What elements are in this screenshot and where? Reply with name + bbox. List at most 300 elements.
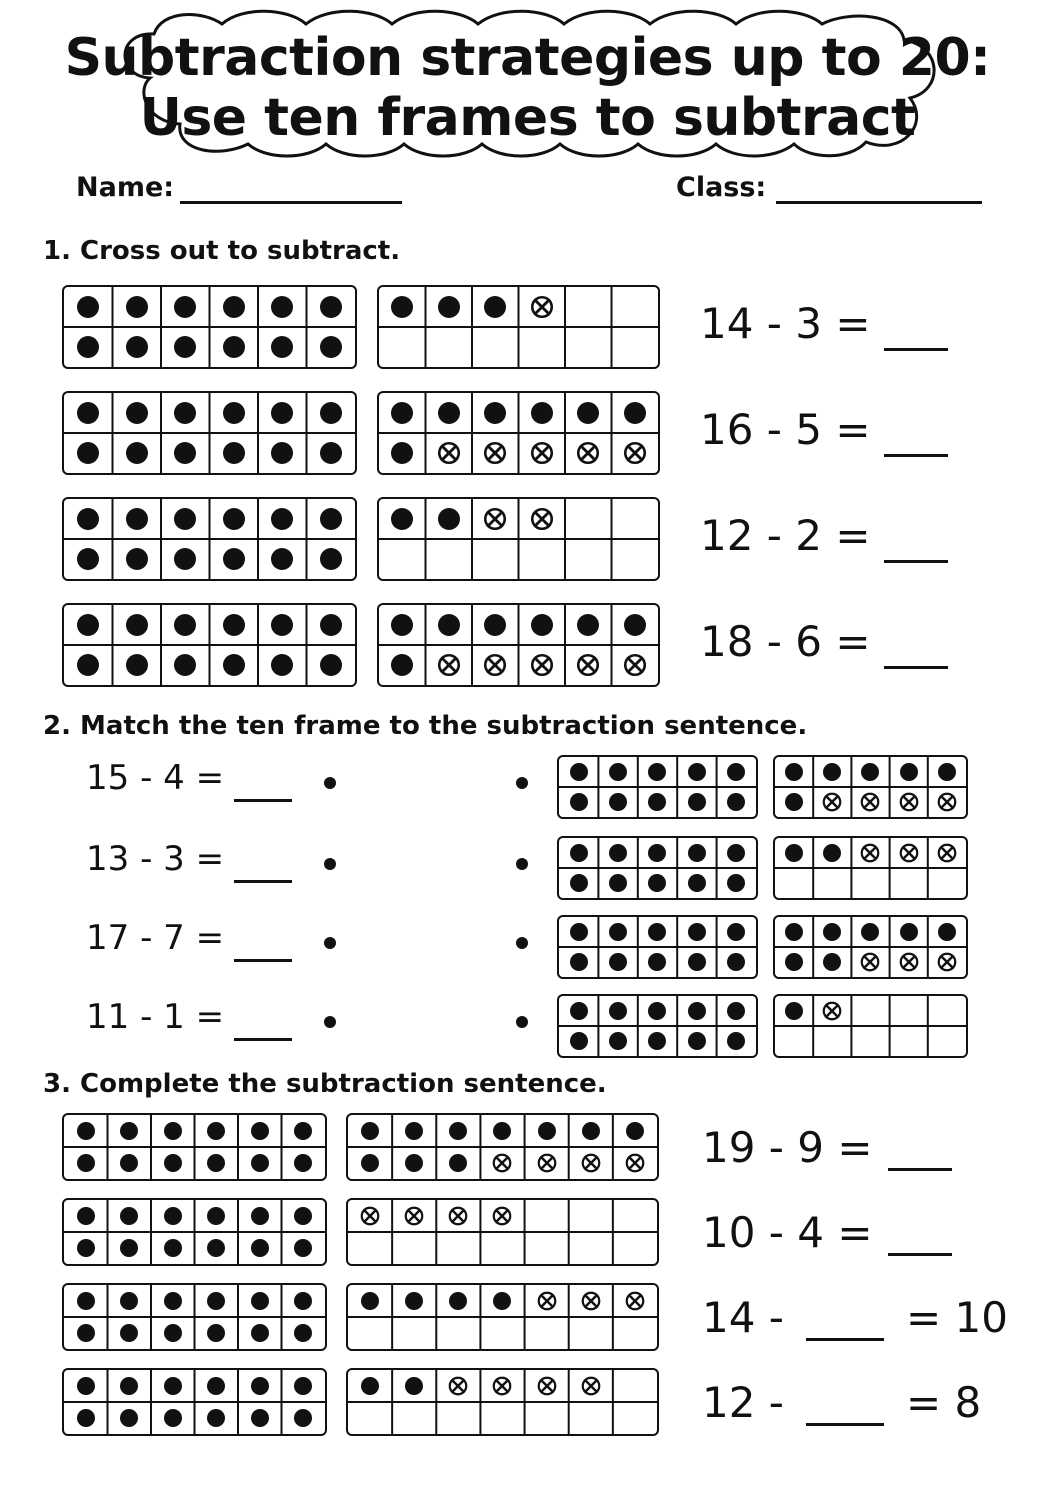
- ten-frame-full[interactable]: [62, 285, 357, 369]
- frame-cell[interactable]: [612, 327, 659, 367]
- frame-cell[interactable]: [565, 393, 612, 433]
- frame-cell[interactable]: [195, 1317, 239, 1349]
- frame-cell[interactable]: [928, 838, 966, 868]
- frame-cell[interactable]: [282, 1115, 326, 1147]
- frame-cell[interactable]: [426, 393, 473, 433]
- frame-cell[interactable]: [392, 1402, 436, 1434]
- frame-cell[interactable]: [195, 1402, 239, 1434]
- frame-cell[interactable]: [569, 1285, 613, 1317]
- frame-cell[interactable]: [598, 838, 637, 868]
- frame-cell[interactable]: [113, 499, 162, 539]
- answer-blank[interactable]: [884, 560, 948, 563]
- frame-cell[interactable]: [851, 996, 889, 1026]
- frame-cell[interactable]: [426, 433, 473, 473]
- frame-cell[interactable]: [426, 645, 473, 685]
- frame-cell[interactable]: [348, 1232, 392, 1264]
- answer-blank[interactable]: [806, 1423, 884, 1426]
- frame-cell[interactable]: [472, 393, 519, 433]
- frame-cell[interactable]: [282, 1370, 326, 1402]
- frame-cell[interactable]: [612, 433, 659, 473]
- ten-frame-full[interactable]: [557, 836, 758, 900]
- frame-cell[interactable]: [64, 1317, 108, 1349]
- frame-cell[interactable]: [151, 1370, 195, 1402]
- frame-cell[interactable]: [195, 1147, 239, 1179]
- ten-frame-partial[interactable]: [773, 836, 968, 900]
- frame-cell[interactable]: [525, 1402, 569, 1434]
- frame-cell[interactable]: [612, 287, 659, 327]
- frame-cell[interactable]: [559, 838, 598, 868]
- frame-cell[interactable]: [210, 393, 259, 433]
- ten-frame-partial[interactable]: [773, 915, 968, 979]
- frame-cell[interactable]: [392, 1317, 436, 1349]
- frame-cell[interactable]: [851, 757, 889, 787]
- match-point-right[interactable]: [516, 777, 528, 789]
- ten-frame-partial[interactable]: [346, 1198, 659, 1266]
- ten-frame-partial[interactable]: [773, 994, 968, 1058]
- frame-cell[interactable]: [108, 1317, 152, 1349]
- frame-cell[interactable]: [480, 1402, 524, 1434]
- frame-cell[interactable]: [717, 787, 756, 817]
- frame-cell[interactable]: [813, 757, 851, 787]
- answer-blank[interactable]: [234, 799, 292, 802]
- frame-cell[interactable]: [64, 605, 113, 645]
- frame-cell[interactable]: [64, 645, 113, 685]
- frame-cell[interactable]: [210, 327, 259, 367]
- frame-cell[interactable]: [813, 917, 851, 947]
- frame-cell[interactable]: [569, 1147, 613, 1179]
- frame-cell[interactable]: [348, 1115, 392, 1147]
- frame-cell[interactable]: [638, 757, 677, 787]
- frame-cell[interactable]: [813, 838, 851, 868]
- frame-cell[interactable]: [348, 1200, 392, 1232]
- match-point-right[interactable]: [516, 858, 528, 870]
- frame-cell[interactable]: [559, 757, 598, 787]
- answer-blank[interactable]: [234, 959, 292, 962]
- frame-cell[interactable]: [525, 1317, 569, 1349]
- frame-cell[interactable]: [307, 287, 356, 327]
- frame-cell[interactable]: [161, 433, 210, 473]
- ten-frame-partial[interactable]: [773, 755, 968, 819]
- frame-cell[interactable]: [638, 868, 677, 898]
- frame-cell[interactable]: [258, 499, 307, 539]
- answer-blank[interactable]: [806, 1338, 884, 1341]
- answer-blank[interactable]: [888, 1168, 952, 1171]
- frame-cell[interactable]: [64, 1115, 108, 1147]
- frame-cell[interactable]: [638, 917, 677, 947]
- frame-cell[interactable]: [161, 393, 210, 433]
- ten-frame-full[interactable]: [557, 994, 758, 1058]
- frame-cell[interactable]: [480, 1370, 524, 1402]
- frame-cell[interactable]: [64, 499, 113, 539]
- frame-cell[interactable]: [519, 287, 566, 327]
- frame-cell[interactable]: [210, 287, 259, 327]
- frame-cell[interactable]: [890, 868, 928, 898]
- frame-cell[interactable]: [108, 1285, 152, 1317]
- frame-cell[interactable]: [519, 605, 566, 645]
- frame-cell[interactable]: [613, 1115, 657, 1147]
- frame-cell[interactable]: [108, 1115, 152, 1147]
- frame-cell[interactable]: [851, 868, 889, 898]
- class-field[interactable]: [776, 201, 982, 204]
- frame-cell[interactable]: [210, 433, 259, 473]
- frame-cell[interactable]: [238, 1370, 282, 1402]
- frame-cell[interactable]: [113, 605, 162, 645]
- frame-cell[interactable]: [113, 645, 162, 685]
- frame-cell[interactable]: [775, 838, 813, 868]
- frame-cell[interactable]: [565, 287, 612, 327]
- frame-cell[interactable]: [775, 1026, 813, 1056]
- frame-cell[interactable]: [775, 787, 813, 817]
- frame-cell[interactable]: [379, 499, 426, 539]
- ten-frame-partial[interactable]: [377, 603, 660, 687]
- match-point-right[interactable]: [516, 937, 528, 949]
- frame-cell[interactable]: [613, 1232, 657, 1264]
- frame-cell[interactable]: [598, 757, 637, 787]
- frame-cell[interactable]: [559, 868, 598, 898]
- frame-cell[interactable]: [677, 757, 716, 787]
- frame-cell[interactable]: [238, 1285, 282, 1317]
- frame-cell[interactable]: [472, 433, 519, 473]
- frame-cell[interactable]: [379, 287, 426, 327]
- frame-cell[interactable]: [928, 996, 966, 1026]
- frame-cell[interactable]: [426, 499, 473, 539]
- answer-blank[interactable]: [884, 666, 948, 669]
- frame-cell[interactable]: [598, 996, 637, 1026]
- frame-cell[interactable]: [307, 499, 356, 539]
- frame-cell[interactable]: [210, 605, 259, 645]
- frame-cell[interactable]: [307, 433, 356, 473]
- ten-frame-partial[interactable]: [346, 1283, 659, 1351]
- frame-cell[interactable]: [569, 1402, 613, 1434]
- frame-cell[interactable]: [195, 1285, 239, 1317]
- frame-cell[interactable]: [598, 868, 637, 898]
- frame-cell[interactable]: [569, 1370, 613, 1402]
- frame-cell[interactable]: [379, 327, 426, 367]
- frame-cell[interactable]: [161, 499, 210, 539]
- frame-cell[interactable]: [519, 645, 566, 685]
- frame-cell[interactable]: [258, 393, 307, 433]
- frame-cell[interactable]: [569, 1232, 613, 1264]
- ten-frame-full[interactable]: [557, 755, 758, 819]
- frame-cell[interactable]: [282, 1285, 326, 1317]
- answer-blank[interactable]: [234, 1038, 292, 1041]
- frame-cell[interactable]: [519, 393, 566, 433]
- frame-cell[interactable]: [525, 1232, 569, 1264]
- frame-cell[interactable]: [565, 605, 612, 645]
- frame-cell[interactable]: [436, 1370, 480, 1402]
- frame-cell[interactable]: [151, 1402, 195, 1434]
- frame-cell[interactable]: [569, 1115, 613, 1147]
- frame-cell[interactable]: [426, 605, 473, 645]
- frame-cell[interactable]: [598, 917, 637, 947]
- frame-cell[interactable]: [195, 1115, 239, 1147]
- frame-cell[interactable]: [113, 393, 162, 433]
- frame-cell[interactable]: [64, 393, 113, 433]
- frame-cell[interactable]: [151, 1115, 195, 1147]
- frame-cell[interactable]: [64, 1370, 108, 1402]
- frame-cell[interactable]: [64, 1232, 108, 1264]
- frame-cell[interactable]: [379, 539, 426, 579]
- frame-cell[interactable]: [677, 1026, 716, 1056]
- frame-cell[interactable]: [258, 327, 307, 367]
- frame-cell[interactable]: [436, 1317, 480, 1349]
- frame-cell[interactable]: [612, 539, 659, 579]
- frame-cell[interactable]: [282, 1402, 326, 1434]
- frame-cell[interactable]: [677, 917, 716, 947]
- frame-cell[interactable]: [638, 996, 677, 1026]
- frame-cell[interactable]: [717, 947, 756, 977]
- frame-cell[interactable]: [108, 1402, 152, 1434]
- frame-cell[interactable]: [151, 1232, 195, 1264]
- frame-cell[interactable]: [108, 1200, 152, 1232]
- ten-frame-full[interactable]: [62, 1283, 327, 1351]
- frame-cell[interactable]: [151, 1285, 195, 1317]
- frame-cell[interactable]: [258, 287, 307, 327]
- frame-cell[interactable]: [598, 947, 637, 977]
- frame-cell[interactable]: [392, 1147, 436, 1179]
- frame-cell[interactable]: [195, 1370, 239, 1402]
- frame-cell[interactable]: [775, 868, 813, 898]
- answer-blank[interactable]: [888, 1253, 952, 1256]
- frame-cell[interactable]: [677, 947, 716, 977]
- frame-cell[interactable]: [238, 1317, 282, 1349]
- frame-cell[interactable]: [525, 1200, 569, 1232]
- frame-cell[interactable]: [565, 539, 612, 579]
- ten-frame-partial[interactable]: [377, 285, 660, 369]
- frame-cell[interactable]: [151, 1147, 195, 1179]
- frame-cell[interactable]: [307, 605, 356, 645]
- ten-frame-full[interactable]: [62, 1113, 327, 1181]
- frame-cell[interactable]: [426, 287, 473, 327]
- match-point-left[interactable]: [324, 858, 336, 870]
- frame-cell[interactable]: [480, 1147, 524, 1179]
- frame-cell[interactable]: [472, 539, 519, 579]
- frame-cell[interactable]: [379, 645, 426, 685]
- frame-cell[interactable]: [519, 327, 566, 367]
- frame-cell[interactable]: [238, 1115, 282, 1147]
- frame-cell[interactable]: [195, 1200, 239, 1232]
- frame-cell[interactable]: [559, 1026, 598, 1056]
- frame-cell[interactable]: [928, 868, 966, 898]
- frame-cell[interactable]: [638, 1026, 677, 1056]
- frame-cell[interactable]: [113, 327, 162, 367]
- match-point-left[interactable]: [324, 937, 336, 949]
- frame-cell[interactable]: [890, 787, 928, 817]
- frame-cell[interactable]: [775, 996, 813, 1026]
- frame-cell[interactable]: [638, 787, 677, 817]
- frame-cell[interactable]: [64, 433, 113, 473]
- frame-cell[interactable]: [775, 917, 813, 947]
- frame-cell[interactable]: [210, 539, 259, 579]
- frame-cell[interactable]: [717, 917, 756, 947]
- frame-cell[interactable]: [108, 1232, 152, 1264]
- frame-cell[interactable]: [717, 757, 756, 787]
- frame-cell[interactable]: [559, 947, 598, 977]
- frame-cell[interactable]: [307, 393, 356, 433]
- frame-cell[interactable]: [717, 838, 756, 868]
- frame-cell[interactable]: [436, 1115, 480, 1147]
- frame-cell[interactable]: [612, 393, 659, 433]
- frame-cell[interactable]: [519, 433, 566, 473]
- frame-cell[interactable]: [890, 996, 928, 1026]
- frame-cell[interactable]: [238, 1147, 282, 1179]
- frame-cell[interactable]: [813, 947, 851, 977]
- frame-cell[interactable]: [813, 1026, 851, 1056]
- frame-cell[interactable]: [559, 917, 598, 947]
- frame-cell[interactable]: [565, 645, 612, 685]
- frame-cell[interactable]: [258, 433, 307, 473]
- frame-cell[interactable]: [64, 539, 113, 579]
- frame-cell[interactable]: [612, 645, 659, 685]
- match-point-right[interactable]: [516, 1016, 528, 1028]
- frame-cell[interactable]: [677, 838, 716, 868]
- frame-cell[interactable]: [851, 947, 889, 977]
- frame-cell[interactable]: [890, 947, 928, 977]
- frame-cell[interactable]: [210, 645, 259, 685]
- frame-cell[interactable]: [472, 645, 519, 685]
- frame-cell[interactable]: [392, 1370, 436, 1402]
- frame-cell[interactable]: [851, 838, 889, 868]
- frame-cell[interactable]: [64, 1200, 108, 1232]
- frame-cell[interactable]: [113, 539, 162, 579]
- frame-cell[interactable]: [64, 1147, 108, 1179]
- frame-cell[interactable]: [392, 1232, 436, 1264]
- frame-cell[interactable]: [638, 947, 677, 977]
- frame-cell[interactable]: [813, 868, 851, 898]
- frame-cell[interactable]: [258, 605, 307, 645]
- frame-cell[interactable]: [64, 1402, 108, 1434]
- frame-cell[interactable]: [238, 1200, 282, 1232]
- frame-cell[interactable]: [717, 1026, 756, 1056]
- ten-frame-full[interactable]: [557, 915, 758, 979]
- frame-cell[interactable]: [890, 917, 928, 947]
- frame-cell[interactable]: [113, 433, 162, 473]
- frame-cell[interactable]: [813, 996, 851, 1026]
- ten-frame-full[interactable]: [62, 391, 357, 475]
- frame-cell[interactable]: [151, 1200, 195, 1232]
- frame-cell[interactable]: [307, 645, 356, 685]
- ten-frame-partial[interactable]: [377, 497, 660, 581]
- frame-cell[interactable]: [392, 1200, 436, 1232]
- frame-cell[interactable]: [677, 996, 716, 1026]
- frame-cell[interactable]: [775, 757, 813, 787]
- frame-cell[interactable]: [108, 1370, 152, 1402]
- frame-cell[interactable]: [161, 287, 210, 327]
- frame-cell[interactable]: [436, 1200, 480, 1232]
- frame-cell[interactable]: [612, 605, 659, 645]
- frame-cell[interactable]: [613, 1200, 657, 1232]
- frame-cell[interactable]: [638, 838, 677, 868]
- ten-frame-full[interactable]: [62, 1368, 327, 1436]
- frame-cell[interactable]: [258, 645, 307, 685]
- frame-cell[interactable]: [565, 499, 612, 539]
- frame-cell[interactable]: [161, 645, 210, 685]
- frame-cell[interactable]: [480, 1200, 524, 1232]
- frame-cell[interactable]: [436, 1402, 480, 1434]
- frame-cell[interactable]: [472, 287, 519, 327]
- frame-cell[interactable]: [379, 393, 426, 433]
- ten-frame-full[interactable]: [62, 1198, 327, 1266]
- frame-cell[interactable]: [64, 287, 113, 327]
- frame-cell[interactable]: [195, 1232, 239, 1264]
- frame-cell[interactable]: [348, 1370, 392, 1402]
- answer-blank[interactable]: [234, 880, 292, 883]
- frame-cell[interactable]: [851, 787, 889, 817]
- frame-cell[interactable]: [565, 433, 612, 473]
- frame-cell[interactable]: [161, 605, 210, 645]
- frame-cell[interactable]: [392, 1115, 436, 1147]
- frame-cell[interactable]: [598, 1026, 637, 1056]
- frame-cell[interactable]: [348, 1285, 392, 1317]
- frame-cell[interactable]: [379, 605, 426, 645]
- frame-cell[interactable]: [717, 868, 756, 898]
- frame-cell[interactable]: [525, 1147, 569, 1179]
- frame-cell[interactable]: [525, 1285, 569, 1317]
- frame-cell[interactable]: [436, 1285, 480, 1317]
- frame-cell[interactable]: [113, 287, 162, 327]
- answer-blank[interactable]: [884, 348, 948, 351]
- frame-cell[interactable]: [565, 327, 612, 367]
- ten-frame-partial[interactable]: [346, 1368, 659, 1436]
- frame-cell[interactable]: [613, 1285, 657, 1317]
- frame-cell[interactable]: [598, 787, 637, 817]
- ten-frame-full[interactable]: [62, 497, 357, 581]
- frame-cell[interactable]: [928, 1026, 966, 1056]
- answer-blank[interactable]: [884, 454, 948, 457]
- frame-cell[interactable]: [525, 1115, 569, 1147]
- frame-cell[interactable]: [569, 1317, 613, 1349]
- frame-cell[interactable]: [392, 1285, 436, 1317]
- frame-cell[interactable]: [613, 1370, 657, 1402]
- frame-cell[interactable]: [480, 1115, 524, 1147]
- frame-cell[interactable]: [851, 1026, 889, 1056]
- frame-cell[interactable]: [613, 1317, 657, 1349]
- frame-cell[interactable]: [436, 1147, 480, 1179]
- frame-cell[interactable]: [258, 539, 307, 579]
- frame-cell[interactable]: [569, 1200, 613, 1232]
- frame-cell[interactable]: [426, 539, 473, 579]
- ten-frame-partial[interactable]: [377, 391, 660, 475]
- ten-frame-partial[interactable]: [346, 1113, 659, 1181]
- frame-cell[interactable]: [612, 499, 659, 539]
- frame-cell[interactable]: [161, 539, 210, 579]
- frame-cell[interactable]: [348, 1317, 392, 1349]
- ten-frame-full[interactable]: [62, 603, 357, 687]
- frame-cell[interactable]: [613, 1147, 657, 1179]
- frame-cell[interactable]: [717, 996, 756, 1026]
- frame-cell[interactable]: [108, 1147, 152, 1179]
- match-point-left[interactable]: [324, 1016, 336, 1028]
- frame-cell[interactable]: [426, 327, 473, 367]
- frame-cell[interactable]: [928, 917, 966, 947]
- frame-cell[interactable]: [480, 1285, 524, 1317]
- match-point-left[interactable]: [324, 777, 336, 789]
- frame-cell[interactable]: [775, 947, 813, 977]
- frame-cell[interactable]: [348, 1402, 392, 1434]
- frame-cell[interactable]: [677, 868, 716, 898]
- frame-cell[interactable]: [525, 1370, 569, 1402]
- frame-cell[interactable]: [238, 1232, 282, 1264]
- frame-cell[interactable]: [472, 327, 519, 367]
- frame-cell[interactable]: [348, 1147, 392, 1179]
- frame-cell[interactable]: [480, 1317, 524, 1349]
- frame-cell[interactable]: [928, 757, 966, 787]
- frame-cell[interactable]: [282, 1147, 326, 1179]
- frame-cell[interactable]: [64, 1285, 108, 1317]
- frame-cell[interactable]: [282, 1200, 326, 1232]
- frame-cell[interactable]: [379, 433, 426, 473]
- frame-cell[interactable]: [677, 787, 716, 817]
